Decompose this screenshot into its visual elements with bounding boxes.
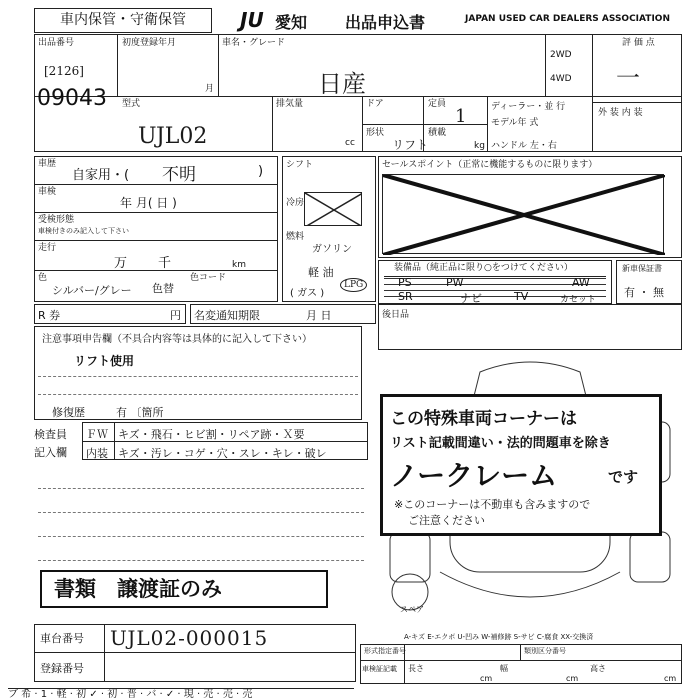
cm-2: cm [566, 674, 579, 683]
lot-no-label: 出品番号 [38, 38, 75, 48]
vehicle-insp-label: 車検証記載 [362, 665, 397, 673]
delivery-label: 後日品 [382, 310, 410, 320]
type-cert-label: 形式指定番号 [364, 647, 406, 655]
form-title: 出品申込書 [345, 13, 426, 32]
reg-label: 登録番号 [40, 662, 84, 675]
form-subtitle: JAPAN USED CAR DEALERS ASSOCIATION [465, 14, 670, 24]
notice-line3b: です [608, 468, 639, 486]
history-value: 不明 [162, 165, 196, 185]
load-label: 積載 [428, 128, 447, 138]
first-reg-month: 月 [205, 84, 215, 94]
name-grade-label: 車名・グレード [222, 38, 286, 48]
first-reg-label: 初度登録年月 [122, 38, 177, 48]
aircon-cross [304, 192, 362, 226]
history-label: 車歴 [38, 159, 57, 169]
displacement-label: 排気量 [276, 99, 304, 109]
r-amount-label: R 券 [38, 309, 61, 322]
model-year: モデル年 式 [491, 118, 539, 128]
cm-1: cm [480, 674, 493, 683]
equip-tv: TV [514, 290, 529, 303]
repair-history-label: 修復歴 [52, 406, 85, 419]
color-label: 色 [38, 273, 48, 283]
dim-length: 長さ [408, 664, 424, 673]
dim-height: 高さ [590, 664, 606, 673]
record-col-label: 記入欄 [34, 446, 67, 459]
interior-label: 内装 [86, 447, 108, 460]
name-change-date: 月 日 [306, 309, 332, 322]
sales-points-cross [382, 174, 664, 254]
receipt-note: 車検付きのみ記入して下さい [38, 227, 129, 235]
history-prefix: 自家用・( [72, 168, 130, 183]
receipt-form: 受検形態 [38, 215, 75, 225]
drive-4wd: 4WD [550, 74, 572, 84]
lot-no-value: 09043 [37, 86, 107, 111]
notice-line5: ご注意ください [408, 514, 485, 527]
equip-pw: PW [446, 276, 464, 289]
eval-value: 一 [616, 64, 640, 92]
fuel-gas: ( ガス ) [290, 288, 325, 299]
class-no-label: 類別区分番号 [524, 647, 566, 655]
mileage-km: km [232, 260, 246, 270]
color-value: シルバー/グレー [52, 284, 132, 297]
ju-logo: JU [240, 8, 264, 32]
kg-unit: kg [474, 141, 485, 151]
notice-line1: この特殊車両コーナーは [390, 409, 577, 429]
lot-prefix: [2126] [44, 64, 84, 78]
color-code: 色コード [190, 273, 227, 283]
equip-aw: AW [572, 276, 590, 289]
mileage-man: 万 [114, 256, 128, 271]
doors-label: ドア [366, 99, 384, 109]
storage-box: 車内保管・守衛保管 [34, 8, 212, 33]
chassis-value: UJL02-000015 [110, 626, 269, 650]
ext-int-label: 外 装 内 装 [598, 108, 643, 118]
inspection-mid: 年 月( 日 ) [120, 196, 177, 210]
mileage-label: 走行 [38, 243, 57, 253]
doc-stamps-row: ブ 希 · 1 · 軽 · 初 ✓ · 初 · 普 · バ · ✓ · 現 · 売 · 売 · 売 [8, 688, 354, 700]
equip-navi: ナビ [460, 292, 482, 305]
chassis-label: 車台番号 [40, 632, 84, 645]
interior-items: キズ・汚レ・コゲ・穴・スレ・キレ・破レ [118, 447, 327, 460]
docs-box: 書類 譲渡証のみ [40, 570, 328, 608]
capacity-value: 1 [455, 106, 467, 127]
notice-line4: ※このコーナーは不動車も含みますので [394, 498, 591, 511]
steering: ハンドル 左・右 [491, 141, 557, 151]
dealer-import: ディーラー・並 行 [491, 102, 566, 112]
equip-ps: PS [398, 276, 412, 289]
equip-sr: SR [398, 290, 413, 303]
damage-legend: A-キズ E-エクボ U-凹み W-補修跡 S-サビ C-腐食 XX-交換済 [404, 633, 594, 641]
repair-history-has: 有 〔箇所 [116, 406, 164, 419]
notes-title: 注意事項申告欄（不具合内容等は具体的に記入して下さい） [42, 334, 312, 345]
note-lift: リフト使用 [74, 354, 135, 368]
spare-label: スペア [400, 605, 424, 614]
mileage-sen: 千 [158, 256, 172, 271]
shift-label: シフト [286, 160, 314, 170]
model-label: 型式 [122, 99, 141, 109]
dim-width: 幅 [500, 664, 508, 673]
eval-label: 評 価 点 [622, 38, 655, 48]
inspection-label: 車検 [38, 187, 57, 197]
logo-prefecture: 愛知 [275, 13, 308, 32]
r-amount-yen: 円 [170, 309, 181, 322]
shape-value: リフト [392, 138, 429, 152]
fuel-label: 燃料 [286, 232, 305, 242]
color-change: 色替 [152, 282, 174, 295]
fuel-gasoline: ガソリン [312, 244, 352, 255]
car-name: 日産 [318, 70, 366, 98]
fw-label: ＦＷ [86, 428, 108, 441]
cc-unit: cc [345, 138, 355, 148]
fw-items: キズ・飛石・ヒビ割・リペア跡・Ｘ要 [118, 428, 305, 441]
delivery-box [378, 304, 682, 350]
name-change-label: 名変通知期限 [194, 309, 260, 322]
notice-line2: リスト記載間違い・法的問題車を除き [390, 436, 611, 451]
notice-line3: ノークレーム [390, 459, 558, 492]
recycle-label: 新車保証書 [622, 264, 662, 273]
model-value: UJL02 [138, 124, 208, 149]
cm-3: cm [664, 674, 677, 683]
recycle-value: 有 ・ 無 [624, 286, 664, 299]
capacity-label: 定員 [428, 99, 447, 109]
drive-2wd: 2WD [550, 50, 572, 60]
equipment-label: 装備品（純正品に限り○をつけてください） [394, 263, 573, 273]
equip-cassette: カセット [560, 295, 597, 305]
history-close: ) [258, 164, 264, 179]
inspector-label: 検査員 [34, 428, 67, 441]
fuel-diesel: 軽 油 [308, 266, 334, 279]
sales-points-label: セールスポイント（正常に機能するものに限ります） [382, 160, 598, 170]
aircon-label: 冷房 [286, 198, 305, 208]
fuel-lpg: LPG [340, 278, 367, 292]
shape-label: 形状 [366, 128, 385, 138]
